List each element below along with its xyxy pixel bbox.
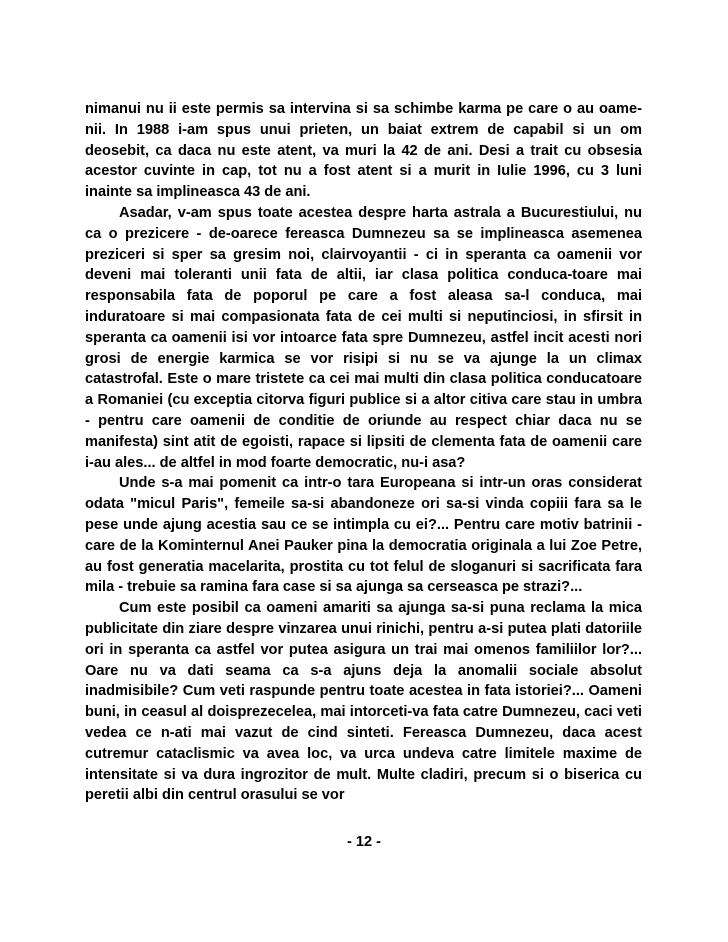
- paragraph-4: Cum este posibil ca oameni amariti sa ajunga sa-si puna reclama la mica publicitate din ziare despre vinzarea unui rinichi, pentru a-si putea plati datoriile ori in speranta ca astfel vor putea asigura un trai mai omenos familiilor lor?... Oare nu va dati seama ca s-a ajuns deja la anomalii sociale absolut inadmisibile? Cum veti raspunde pentru toate acestea in fata istoriei?... Oameni buni, in ceasul al doisprezecelea, mai intorceti-va fata catre Dumnezeu, caci veti vedea ce n-ati mai vazut de cind sinteti. Fereasca Dumnezeu, daca acest cutremur cataclismic va avea loc, va urca undeva catre limitele maxime de intensitate si va dura ingrozitor de mult. Multe cladiri, precum si o biserica cu peretii albi din centrul orasului se vor: [85, 600, 642, 804]
- paragraph-3: Unde s-a mai pomenit ca intr-o tara Europeana si intr-un oras considerat odata "micul Paris", femeile sa-si abandoneze ori sa-si vinda copiii fara sa le pese unde ajung acestia sau ce se intimpla cu ei?... Pentru care motiv batrinii - care de la Kominternul Anei Pauker pina la democratia originala a lui Zoe Petre, au fost generatia macelarita, prostita cu tot felul de sloganuri si sacrificata fara mila - trebuie sa ramina fara case si sa ajunga sa cerseasca pe strazi?...: [85, 475, 642, 596]
- paragraph-2: Asadar, v-am spus toate acestea despre harta astrala a Bucurestiului, nu ca o prezicere - de-oarece fereasca Dumnezeu sa se implineasca asemenea preziceri si sper sa gresim noi, clairvoyantii - ci in speranta ca oamenii vor deveni mai toleranti unii fata de altii, iar clasa politica conduca-toare mai responsabila fata de poporul pe care a fost aleasa sa-l conduca, mai induratoare si mai compasionata fata de cei multi si neputinciosi, in sfirsit in speranta ca oamenii isi vor intoarce fata spre Dumnezeu, astfel incit acesti nori grosi de energie karmica se vor risipi si nu se va ajunge la un climax catastrofal. Este o mare tristete ca cei mai multi din clasa politica conducatoare a Romaniei (cu exceptia citorva figuri publice si a altor citiva care stau in umbra - pentru care oamenii de conditie de oriunde au respect chiar daca nu se manifesta) sint atit de egoisti, rapace si lipsiti de clementa fata de oamenii care i-au ales... de altfel in mod foarte democratic, nu-i asa?: [85, 204, 642, 471]
- paragraph-1: nimanui nu ii este permis sa intervina si sa schimbe karma pe care o au oame-nii. In 1988 i-am spus unui prieten, un baiat extrem de capabil si un om deosebit, ca daca nu este atent, va muri la 42 de ani. Desi a trait cu obsesia acestor cuvinte in cap, tot nu a fost atent si a murit in Iulie 1996, cu 3 luni inainte sa implineasca 43 de ani.: [85, 101, 642, 201]
- body-text: [85, 99, 642, 806]
- page-number: - 12 -: [346, 834, 382, 850]
